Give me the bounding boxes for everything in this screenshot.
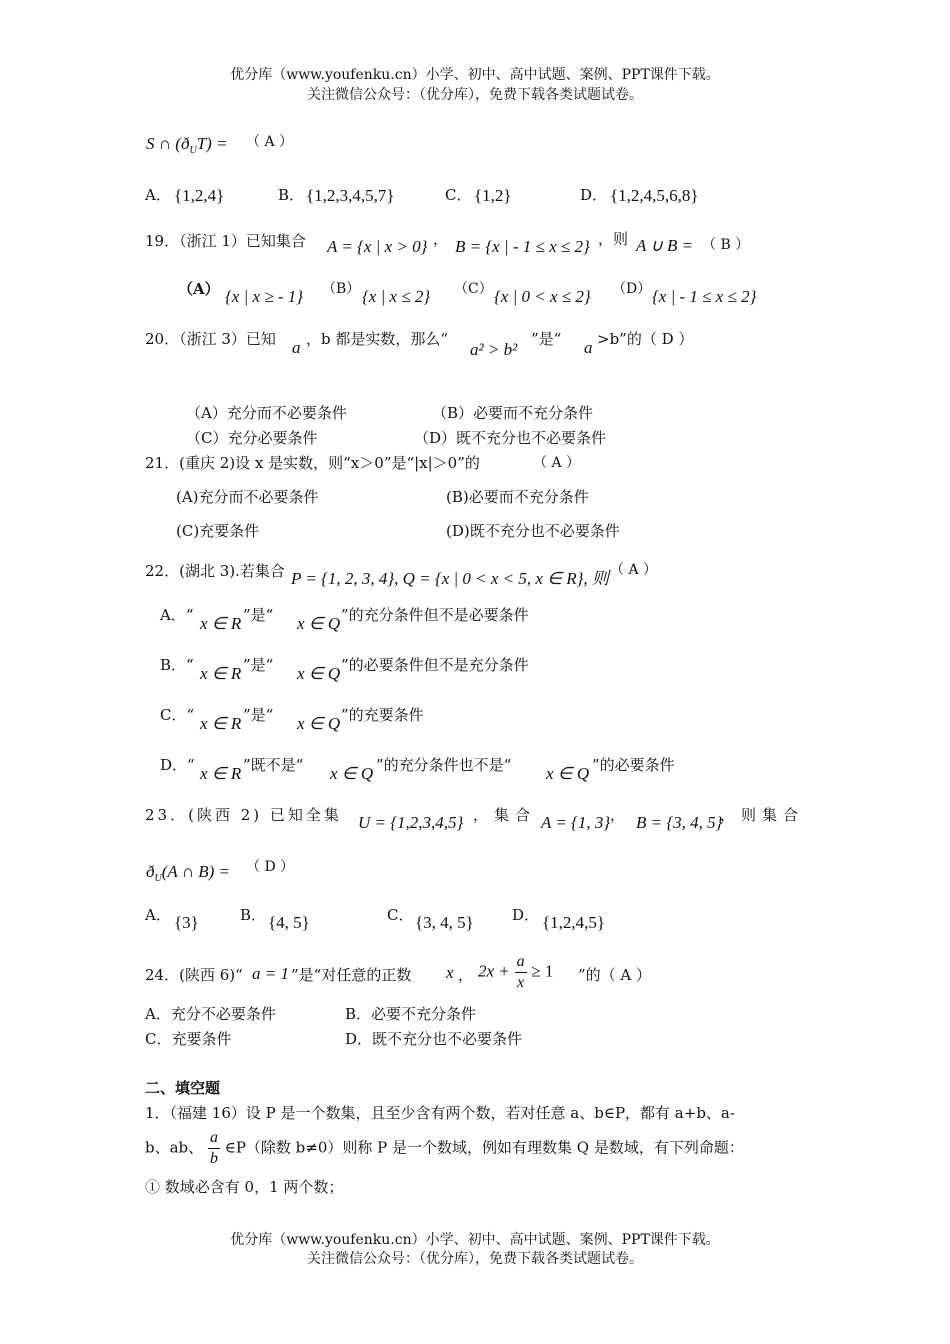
q23-universal-set: U = {1,2,3,4,5} — [358, 813, 464, 832]
q23-option-a-label: A． — [145, 906, 171, 924]
q23-text-3: ， — [610, 806, 626, 824]
fill-q1-item-1: ① 数域必含有 0，1 两个数； — [145, 1178, 344, 1196]
q24-text-3: ， — [458, 966, 474, 984]
q18-option-b-label: B． — [278, 186, 305, 204]
q22-option-d-mid: ”既不是“ — [243, 756, 304, 774]
q22-option-d-tail: ”的必要条件 — [592, 756, 675, 774]
header-line-2: 关注微信公众号：（优分库），免费下载各类试题试卷。 — [307, 87, 643, 103]
q23-set-a: A = {1, 3} — [541, 813, 611, 832]
footer-line-2: 关注微信公众号：（优分库），免费下载各类试题试卷。 — [307, 1251, 643, 1267]
q23-option-d-label: D． — [512, 906, 540, 924]
q19-option-a-value: {x | x ≥ - 1} — [225, 287, 304, 306]
q22-answer: （ A ） — [610, 562, 658, 578]
q22-option-a-xr: x ∈ R — [200, 614, 242, 633]
q19-option-d-value: {x | - 1 ≤ x ≤ 2} — [652, 287, 757, 306]
fill-q1-line-1: 1．（福建 16）设 P 是一个数集，且至少含有两个数，若对任意 a、b∈P，都有 a+b、a- — [145, 1104, 735, 1122]
q23-text-4: ，则集合 — [720, 806, 805, 824]
footer-line-1: 优分库（www.youfenku.cn）小学、初中、高中试题、案例、PPT课件下载。 — [230, 1232, 720, 1248]
q23-expression: $ð_U(A$ ∩ B) = — [146, 862, 231, 884]
q24-stem: 24．(陕西 6)“ — [145, 966, 243, 984]
q22-option-c-tail: ”的充要条件 — [341, 706, 424, 724]
q24-option-b: B．必要不充分条件 — [345, 1005, 477, 1023]
q23-option-d-value: {1,2,4,5} — [542, 913, 606, 932]
q19-stem: 19．（浙江 1）已知集合 — [145, 232, 306, 250]
q20-var-a: a — [292, 338, 301, 357]
q19-set-a: A = {x | x > 0} — [327, 237, 428, 256]
q23-stem: 23．(陕西 2) 已知全集 — [145, 806, 342, 824]
q19-separator: ， — [433, 230, 449, 248]
fill-q1-fraction-denominator: b — [209, 1150, 218, 1167]
q19-option-b-label: （B） — [322, 281, 361, 297]
q22-option-b-label: B．“ — [160, 656, 194, 674]
q22-option-d-xq-2: x ∈ Q — [546, 764, 590, 783]
q23-set-b: B = {3, 4, 5} — [636, 813, 723, 832]
q18-option-d-value: {1,2,4,5,6,8} — [610, 186, 699, 205]
q22-option-c-xr: x ∈ R — [200, 714, 242, 733]
fill-q1-fraction-numerator: a — [208, 1128, 220, 1149]
q22-sets: P = {1, 2, 3, 4}, Q = {x | 0 < x < 5, x ∈ R}, 则 — [291, 569, 609, 588]
q19-union: A ∪ B = — [636, 236, 694, 255]
q19-option-b-value: {x | x ≤ 2} — [362, 287, 431, 306]
q18-option-b-value: {1,2,3,4,5,7} — [306, 186, 395, 205]
q21-option-b: (B)必要而不充分条件 — [446, 488, 589, 506]
q20-text-3: ”是“ — [531, 330, 562, 348]
q24-option-d: D．既不充分也不必要条件 — [345, 1030, 523, 1048]
q23-option-b-value: {4, 5} — [268, 913, 310, 932]
fill-q1-line-2: b、ab、 $\frac{a}{b}$ ∈P（除数 b≠0）则称 P 是一个数域，例如有理数集 Q 是数域，有下列命题： — [145, 1129, 744, 1167]
q19-option-c-value: {x | 0 < x ≤ 2} — [494, 287, 591, 306]
q22-option-c-mid: ”是“ — [243, 706, 274, 724]
q19-option-a-label: （A） — [178, 280, 220, 298]
q20-option-a: （A）充分而不必要条件 — [186, 404, 347, 422]
q18-answer: （ A ） — [246, 134, 294, 150]
q22-stem: 22．(湖北 3).若集合 — [145, 562, 285, 580]
q20-option-b: （B）必要而不充分条件 — [432, 404, 594, 422]
q18-option-a-value: {1,2,4} — [174, 186, 225, 205]
q22-option-c-label: C．“ — [160, 706, 195, 724]
q23-text-2: ，集合 — [473, 806, 537, 824]
q20-var-a-2: a — [584, 338, 593, 357]
q23-answer: （ D ） — [246, 859, 295, 875]
fill-q1-fraction — [208, 1128, 220, 1169]
q24-fraction-denominator: x — [517, 974, 525, 991]
q22-option-d-xr: x ∈ R — [200, 764, 242, 783]
q20-text-2: ，b 都是实数，那么“ — [306, 330, 449, 348]
q24-fraction-numerator: a — [515, 952, 527, 973]
q24-option-c: C．充要条件 — [145, 1030, 232, 1048]
q18-option-c-value: {1,2} — [474, 186, 512, 205]
q24-option-a: A．充分不必要条件 — [145, 1005, 276, 1023]
q24-var-x: x — [446, 963, 454, 982]
q22-option-d-label: D．“ — [160, 756, 195, 774]
q24-condition: a = 1 — [252, 964, 289, 983]
q23-option-b-label: B． — [240, 906, 267, 924]
q22-option-a-tail: ”的充分条件但不是必要条件 — [341, 606, 529, 624]
q23-option-a-value: {3} — [174, 913, 199, 932]
q22-option-d-mid2: ”的充分条件也不是“ — [376, 756, 512, 774]
q22-option-c-xq: x ∈ Q — [297, 714, 341, 733]
q20-stem: 20．（浙江 3）已知 — [145, 330, 276, 348]
q20-text-4: >b”的（ D ） — [597, 330, 694, 348]
q22-option-b-xr: x ∈ R — [200, 664, 242, 683]
q18-option-c-label: C． — [445, 186, 472, 204]
q18-expression: S ∩ $(ð_UT)$ = — [146, 134, 228, 156]
q24-fraction — [515, 952, 527, 993]
section-title-fill-in: 二、填空题 — [145, 1079, 221, 1097]
q22-option-a-mid: ”是“ — [243, 606, 274, 624]
q23-option-c-value: {3, 4, 5} — [415, 913, 474, 932]
q22-option-a-xq: x ∈ Q — [297, 614, 341, 633]
header-line-1: 优分库（www.youfenku.cn）小学、初中、高中试题、案例、PPT课件下载。 — [230, 67, 720, 83]
q20-option-c: （C）充分必要条件 — [186, 429, 318, 447]
q23-option-c-label: C． — [387, 906, 414, 924]
q19-set-b: B = {x | - 1 ≤ x ≤ 2} — [455, 237, 590, 256]
q21-stem: 21．(重庆 2)设 x 是实数，则“x＞0”是“|x|＞0”的 — [145, 454, 480, 472]
q22-option-a-label: A．“ — [160, 606, 194, 624]
q22-option-b-mid: ”是“ — [243, 656, 274, 674]
q19-option-d-label: （D） — [612, 281, 652, 297]
q20-condition: a² > b² — [470, 340, 518, 359]
q21-option-d: (D)既不充分也不必要条件 — [446, 522, 620, 540]
q19-answer: （ B ） — [702, 237, 750, 253]
q22-option-d-xq: x ∈ Q — [330, 764, 374, 783]
q24-text-4: ”的（ A ） — [578, 966, 652, 984]
q21-answer: （ A ） — [533, 455, 581, 471]
q19-option-c-label: （C） — [454, 281, 493, 297]
q21-option-c: (C)充要条件 — [176, 522, 260, 540]
q21-option-a: (A)充分而不必要条件 — [176, 488, 319, 506]
q20-option-d: （D）既不充分也不必要条件 — [414, 429, 607, 447]
q19-then: ，则 — [598, 230, 629, 248]
q22-option-b-xq: x ∈ Q — [297, 664, 341, 683]
q22-option-b-tail: ”的必要条件但不是充分条件 — [341, 656, 529, 674]
q24-inequality: 2x + $\frac{a}{x}$ ≥ 1 — [478, 953, 554, 991]
q18-option-a-label: A． — [145, 186, 171, 204]
q18-option-d-label: D． — [580, 186, 608, 204]
q24-text-2: ”是“对任意的正数 — [291, 966, 412, 984]
